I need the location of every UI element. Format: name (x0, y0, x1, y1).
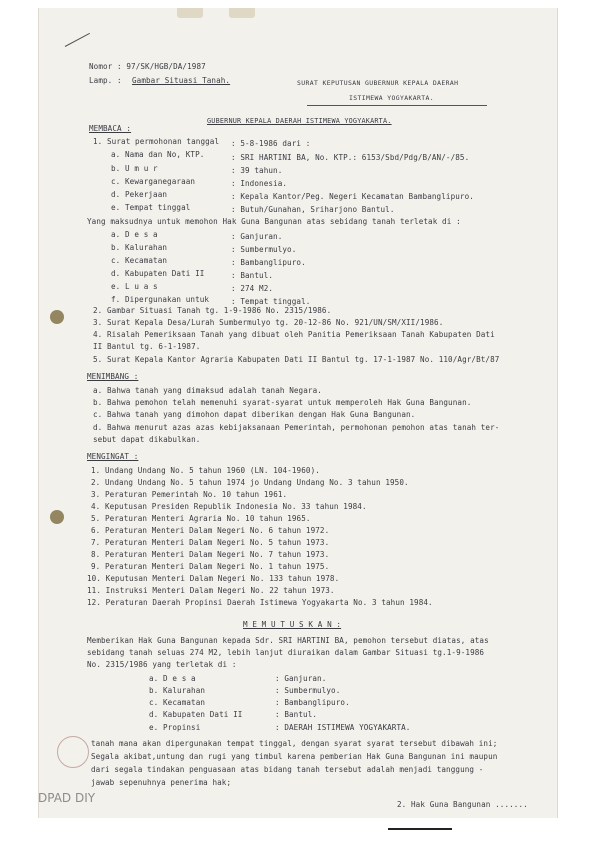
continuation-note: 2. Hak Guna Bangunan ....... (397, 800, 528, 809)
decision-desa-value: : Ganjuran. (275, 674, 327, 683)
applicant-address-value: : Butuh/Gunahan, Sriharjono Bantul. (231, 205, 395, 214)
membaca-item-1-value: : 5-8-1986 dari : (231, 139, 311, 148)
land-kabupaten-label: d. Kabupaten Dati II (111, 269, 205, 278)
decision-kalurahan-label: b. Kalurahan (149, 686, 206, 695)
applicant-name-value: : SRI HARTINI BA, No. KTP.: 6153/Sbd/Pdg/B/AN/-/85. (231, 153, 470, 162)
applicant-address-label: e. Tempat tinggal (111, 203, 191, 212)
land-usage-value: : Tempat tinggal. (231, 297, 311, 306)
decision-kecamatan-value: : Bambanglipuro. (275, 698, 350, 707)
stamp-seal-mark (57, 736, 89, 768)
decision-kabupaten-value: : Bantul. (275, 710, 318, 719)
land-kalurahan-value: : Sumbermulyo. (231, 245, 297, 254)
membaca-item-4: 4. Risalah Pemeriksaan Tanah yang dibuat oleh Panitia Pemeriksaan Tanah Kabupaten Dati (93, 330, 495, 339)
land-luas-label: e. L u a s (111, 282, 158, 291)
closing-line: dari segala tindakan penguasaan atas bidang tanah tersebut adalah menjadi tanggung - (91, 765, 484, 774)
issuer-heading: GUBERNUR KEPALA DAERAH ISTIMEWA YOGYAKARTA. (207, 117, 392, 125)
land-kecamatan-label: c. Kecamatan (111, 256, 168, 265)
applicant-occupation-value: : Kepala Kantor/Peg. Negeri Kecamatan Bambanglipuro. (231, 192, 474, 201)
punch-hole (50, 310, 64, 324)
request-intent-line: Yang maksudnya untuk memohon Hak Guna Bangunan atas sebidang tanah terletak di : (87, 217, 461, 226)
menimbang-item-d-cont: sebut dapat dikabulkan. (93, 435, 201, 444)
decree-title-line-1: SURAT KEPUTUSAN GUBERNUR KEPALA DAERAH (297, 79, 459, 87)
menimbang-heading: MENIMBANG : (87, 372, 139, 381)
title-underline (307, 105, 487, 106)
decision-kalurahan-value: : Sumbermulyo. (275, 686, 341, 695)
applicant-citizenship-value: : Indonesia. (231, 179, 288, 188)
mengingat-item: 3. Peraturan Pemerintah No. 10 tahun 1961. (91, 490, 288, 499)
mengingat-item: 7. Peraturan Menteri Dalam Negeri No. 5 tahun 1973. (91, 538, 330, 547)
mengingat-item: 4. Keputusan Presiden Republik Indonesia No. 33 tahun 1984. (91, 502, 367, 511)
land-desa-label: a. D e s a (111, 230, 158, 239)
membaca-item-3: 3. Surat Kepala Desa/Lurah Sumbermulyo tg. 20-12-86 No. 921/UN/SM/XII/1986. (93, 318, 444, 327)
mengingat-item: 12. Peraturan Daerah Propinsi Daerah Istimewa Yogyakarta No. 3 tahun 1984. (87, 598, 433, 607)
lamp-prefix: Lamp. : (89, 76, 122, 85)
paper-tab-mark (177, 8, 203, 18)
decision-kecamatan-label: c. Kecamatan (149, 698, 206, 707)
mengingat-item: 2. Undang Undang No. 5 tahun 1974 jo Undang Undang No. 3 tahun 1950. (91, 478, 409, 487)
land-kecamatan-value: : Bambanglipuro. (231, 258, 306, 267)
closing-line: Segala akibat,untung dan rugi yang timbul karena pemberian Hak Guna Bangunan ini maupun (91, 752, 498, 761)
menimbang-item-a: a. Bahwa tanah yang dimaksud adalah tanah Negara. (93, 386, 322, 395)
decision-paragraph-line: sebidang tanah seluas 274 M2, lebih lanjut diuraikan dalam Gambar Situasi tg.1-9-1986 (87, 648, 485, 657)
lamp-value: Gambar Situasi Tanah. (132, 76, 231, 85)
decree-title-line-2: ISTIMEWA YOGYAKARTA. (349, 94, 434, 102)
mengingat-item: 9. Peraturan Menteri Dalam Negeri No. 1 tahun 1975. (91, 562, 330, 571)
mengingat-item: 1. Undang Undang No. 5 tahun 1960 (LN. 104-1960). (91, 466, 320, 475)
applicant-age-value: : 39 tahun. (231, 166, 283, 175)
membaca-item-1-label: 1. Surat permohonan tanggal (93, 137, 220, 146)
page-bottom-rule (388, 828, 452, 830)
land-kabupaten-value: : Bantul. (231, 271, 274, 280)
mengingat-item: 5. Peraturan Menteri Agraria No. 10 tahun 1965. (91, 514, 311, 523)
closing-line: tanah mana akan dipergunakan tempat tinggal, dengan syarat syarat tersebut dibawah ini; (91, 739, 498, 748)
archive-watermark: DPAD DIY (38, 791, 96, 805)
membaca-heading: MEMBACA : (89, 124, 132, 133)
decision-paragraph-line: No. 2315/1986 yang terletak di : (87, 660, 237, 669)
membaca-item-2: 2. Gambar Situasi Tanah tg. 1-9-1986 No. 2315/1986. (93, 306, 332, 315)
applicant-occupation-label: d. Pekerjaan (111, 190, 168, 199)
punch-hole (50, 510, 64, 524)
decision-propinsi-label: e. Propinsi (149, 723, 201, 732)
decision-desa-label: a. D e s a (149, 674, 196, 683)
membaca-item-4-cont: II Bantul tg. 6-1-1987. (93, 342, 201, 351)
mengingat-item: 6. Peraturan Menteri Dalam Negeri No. 6 tahun 1972. (91, 526, 330, 535)
land-desa-value: : Ganjuran. (231, 232, 283, 241)
memutuskan-heading: M E M U T U S K A N : (243, 620, 342, 629)
membaca-item-5: 5. Surat Kepala Kantor Agraria Kabupaten Dati II Bantul tg. 17-1-1987 No. 110/Agr/Bt/87 (93, 355, 500, 364)
paper-tab-mark (229, 8, 255, 18)
applicant-name-label: a. Nama dan No, KTP. (111, 150, 205, 159)
decision-kabupaten-label: d. Kabupaten Dati II (149, 710, 243, 719)
mengingat-heading: MENGINGAT : (87, 452, 139, 461)
decision-propinsi-value: : DAERAH ISTIMEWA YOGYAKARTA. (275, 723, 411, 732)
menimbang-item-c: c. Bahwa tanah yang dimohon dapat diberikan dengan Hak Guna Bangunan. (93, 410, 416, 419)
land-luas-value: : 274 M2. (231, 284, 274, 293)
land-kalurahan-label: b. Kalurahan (111, 243, 168, 252)
mengingat-item: 11. Instruksi Menteri Dalam Negeri No. 22 tahun 1973. (87, 586, 335, 595)
mengingat-item: 10. Keputusan Menteri Dalam Negeri No. 133 tahun 1978. (87, 574, 340, 583)
land-usage-label: f. Dipergunakan untuk (111, 295, 210, 304)
pen-stroke-mark (65, 33, 90, 47)
decision-paragraph-line: Memberikan Hak Guna Bangunan kepada Sdr. SRI HARTINI BA, pemohon tersebut diatas, atas (87, 636, 489, 645)
closing-line: jawab sepenuhnya penerima hak; (91, 778, 232, 787)
document-page (38, 8, 558, 818)
applicant-age-label: b. U m u r (111, 164, 158, 173)
menimbang-item-d: d. Bahwa menurut azas azas kebijaksanaan Pemerintah, permohonan pemohon atas tanah ter- (93, 423, 500, 432)
nomor-line: Nomor : 97/SK/HGB/DA/1987 (89, 62, 206, 71)
menimbang-item-b: b. Bahwa pemohon telah memenuhi syarat-syarat untuk memperoleh Hak Guna Bangunan. (93, 398, 472, 407)
mengingat-item: 8. Peraturan Menteri Dalam Negeri No. 7 tahun 1973. (91, 550, 330, 559)
applicant-citizenship-label: c. Kewarganegaraan (111, 177, 196, 186)
